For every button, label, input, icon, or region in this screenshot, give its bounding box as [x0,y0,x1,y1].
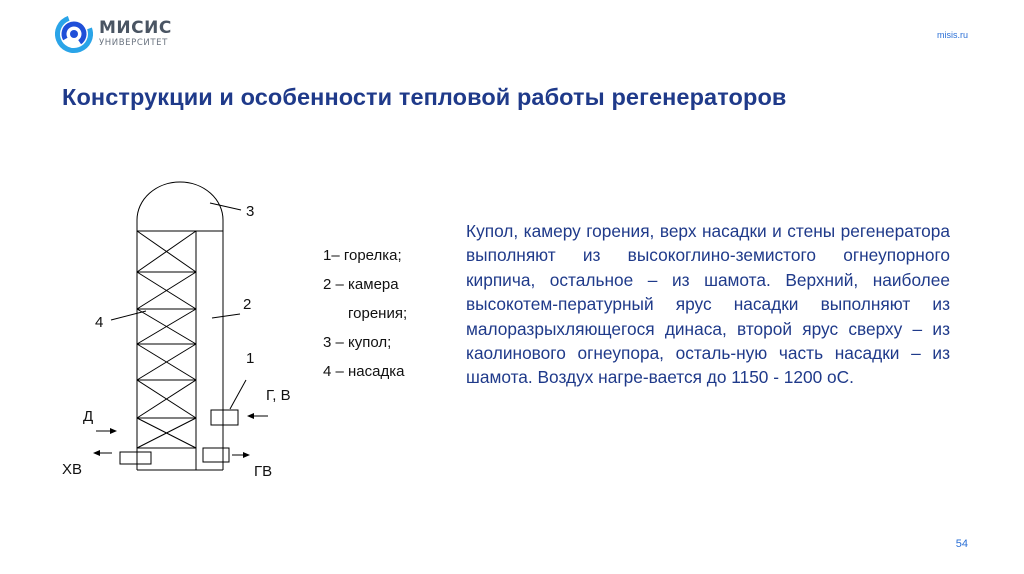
legend-item: 2 – камера [323,276,399,293]
logo-name: МИСИС [99,18,172,39]
pointer-4 [111,311,146,320]
site-link[interactable]: misis.ru [937,30,968,40]
diagram-legend [323,241,407,386]
label-gas-air: Г, В [266,387,291,404]
pointer-1 [230,380,246,409]
label-flue: Д [83,408,94,425]
cold-blast-box [120,452,151,464]
slide-title: Конструкции и особенности тепловой работы регенераторов [62,84,787,110]
label-cold-blast: ХВ [62,461,83,478]
page-number: 54 [955,538,968,550]
legend-item: 3 – купол; [323,334,392,351]
arrow-gas-air-head [247,413,254,419]
label-checker: 4 [95,314,104,331]
legend-item: горения; [348,305,408,322]
arrow-hot-head [243,452,250,458]
hot-blast-box [203,448,229,462]
logo-subtitle: УНИВЕРСИТЕТ [99,38,168,49]
burner-box [211,410,238,425]
label-hot-blast: ГВ [254,463,273,480]
arrow-cold-head [93,450,100,456]
arrow-flue-head [110,428,117,434]
pointer-3 [210,203,241,210]
label-burner: 1 [246,350,255,367]
legend-item: 1– горелка; [323,247,402,264]
legend-item: 4 – насадка [323,363,405,380]
description-paragraph: Купол, камеру горения, верх насадки и стены регенератора выполняют из высокоглино-земистого огнеупорного кирпича, остальное – из шамота. Верхний, наиболее высокотем-пературный ярус насадки выполняют из малоразрыхляющегося динаса, второй ярус сверху – из каолинового огнеупора, осталь-ную часть насадки – из шамота. Воздух нагре-вается до 1150 - 1200 оС. [466,221,950,388]
dome-outline [137,182,223,231]
checker-crosses [137,231,196,448]
pointer-2 [212,314,240,318]
label-chamber: 2 [243,296,252,313]
label-dome: 3 [246,203,255,220]
